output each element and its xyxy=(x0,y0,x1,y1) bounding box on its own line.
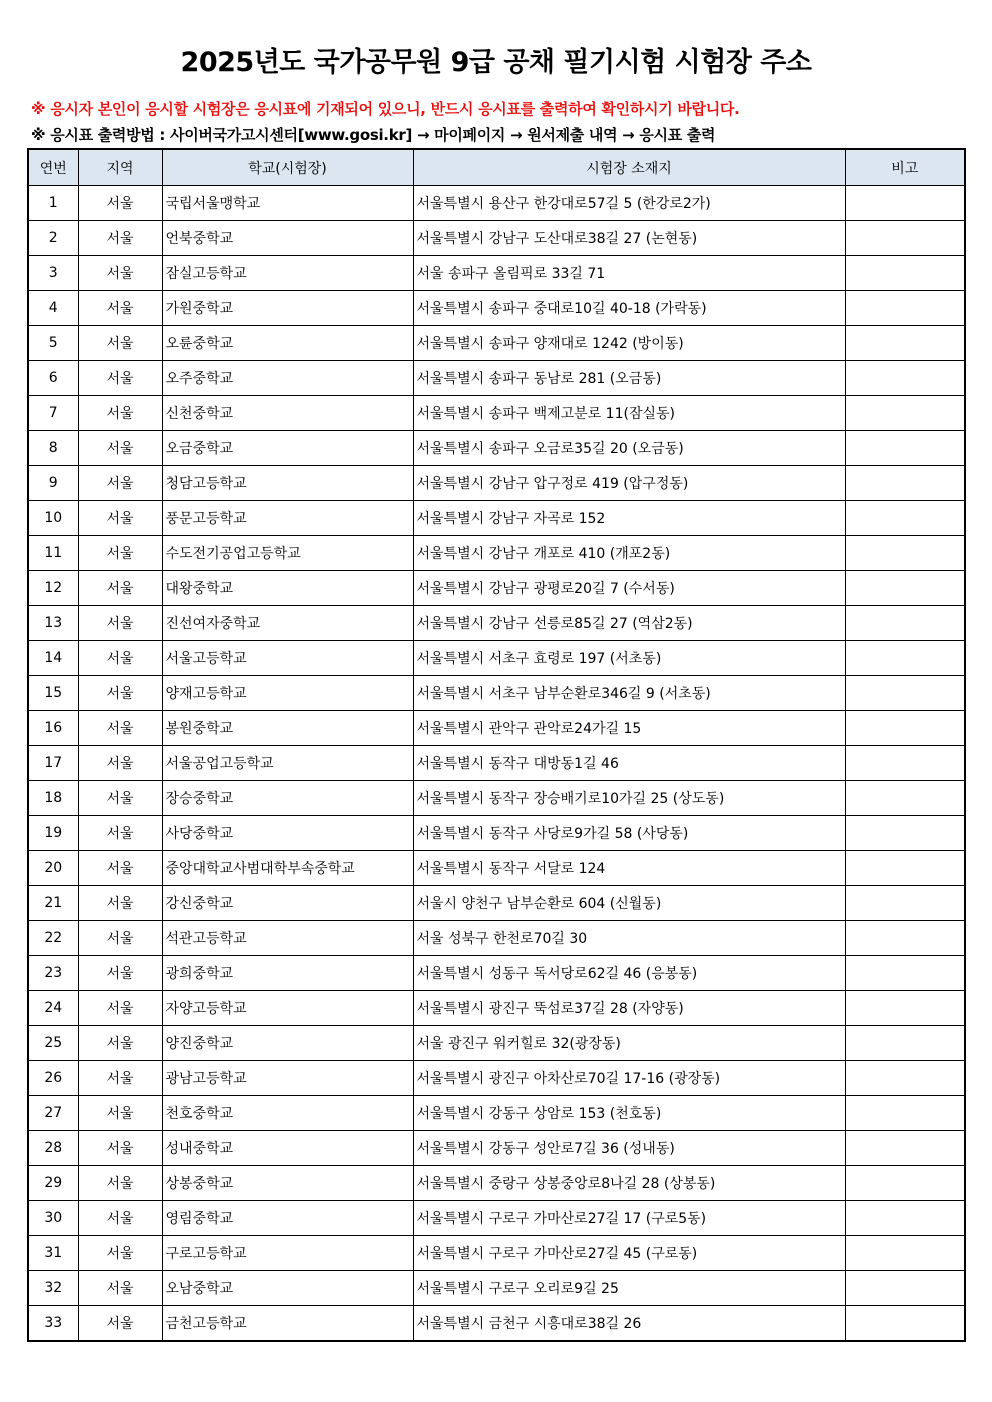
table-row xyxy=(28,956,965,991)
cell-remarks xyxy=(845,1096,965,1131)
cell-region: 서울 xyxy=(78,361,162,396)
cell-number: 13 xyxy=(28,606,78,641)
cell-address: 서울특별시 동작구 장승배기로10가길 25 (상도동) xyxy=(413,781,845,816)
cell-school: 잠실고등학교 xyxy=(162,256,413,291)
cell-region: 서울 xyxy=(78,1201,162,1236)
cell-address: 서울특별시 구로구 오리로9길 25 xyxy=(413,1271,845,1306)
cell-number: 3 xyxy=(28,256,78,291)
cell-region: 서울 xyxy=(78,1236,162,1271)
cell-address: 서울특별시 동작구 서달로 124 xyxy=(413,851,845,886)
cell-region: 서울 xyxy=(78,641,162,676)
cell-remarks xyxy=(845,186,965,221)
cell-region: 서울 xyxy=(78,501,162,536)
cell-number: 31 xyxy=(28,1236,78,1271)
cell-region: 서울 xyxy=(78,1166,162,1201)
cell-remarks xyxy=(845,1026,965,1061)
cell-region: 서울 xyxy=(78,256,162,291)
cell-number: 12 xyxy=(28,571,78,606)
cell-remarks xyxy=(845,676,965,711)
cell-remarks xyxy=(845,361,965,396)
table-row xyxy=(28,466,965,501)
cell-remarks xyxy=(845,746,965,781)
table-row xyxy=(28,1306,965,1342)
cell-school: 국립서울맹학교 xyxy=(162,186,413,221)
cell-school: 성내중학교 xyxy=(162,1131,413,1166)
header-number: 연번 xyxy=(28,149,78,186)
table-row xyxy=(28,1236,965,1271)
cell-remarks xyxy=(845,851,965,886)
cell-address: 서울 성북구 한천로70길 30 xyxy=(413,921,845,956)
cell-address: 서울특별시 송파구 백제고분로 11(잠실동) xyxy=(413,396,845,431)
table-row xyxy=(28,571,965,606)
table-row xyxy=(28,1201,965,1236)
cell-region: 서울 xyxy=(78,711,162,746)
table-row xyxy=(28,396,965,431)
cell-remarks xyxy=(845,1236,965,1271)
cell-remarks xyxy=(845,956,965,991)
table-row xyxy=(28,816,965,851)
table-row xyxy=(28,431,965,466)
table-row xyxy=(28,991,965,1026)
page-title: 2025년도 국가공무원 9급 공채 필기시험 시험장 주소 xyxy=(180,47,812,78)
cell-number: 20 xyxy=(28,851,78,886)
cell-remarks xyxy=(845,291,965,326)
cell-school: 천호중학교 xyxy=(162,1096,413,1131)
cell-region: 서울 xyxy=(78,676,162,711)
cell-remarks xyxy=(845,256,965,291)
cell-region: 서울 xyxy=(78,851,162,886)
cell-remarks xyxy=(845,396,965,431)
cell-number: 6 xyxy=(28,361,78,396)
cell-school: 서울고등학교 xyxy=(162,641,413,676)
cell-remarks xyxy=(845,1131,965,1166)
table-row xyxy=(28,781,965,816)
cell-region: 서울 xyxy=(78,956,162,991)
cell-remarks xyxy=(845,781,965,816)
cell-address: 서울특별시 송파구 중대로10길 40-18 (가락동) xyxy=(413,291,845,326)
cell-address: 서울특별시 강남구 압구정로 419 (압구정동) xyxy=(413,466,845,501)
table-row xyxy=(28,256,965,291)
cell-remarks xyxy=(845,991,965,1026)
table-row xyxy=(28,291,965,326)
cell-remarks xyxy=(845,501,965,536)
cell-remarks xyxy=(845,1306,965,1342)
cell-number: 8 xyxy=(28,431,78,466)
cell-address: 서울특별시 중랑구 상봉중앙로8나길 28 (상봉동) xyxy=(413,1166,845,1201)
cell-remarks xyxy=(845,606,965,641)
cell-address: 서울특별시 용산구 한강대로57길 5 (한강로2가) xyxy=(413,186,845,221)
table-row xyxy=(28,851,965,886)
cell-number: 22 xyxy=(28,921,78,956)
cell-number: 18 xyxy=(28,781,78,816)
cell-remarks xyxy=(845,1201,965,1236)
cell-region: 서울 xyxy=(78,1061,162,1096)
cell-number: 4 xyxy=(28,291,78,326)
cell-region: 서울 xyxy=(78,1096,162,1131)
table-row xyxy=(28,186,965,221)
cell-school: 구로고등학교 xyxy=(162,1236,413,1271)
cell-address: 서울특별시 동작구 사당로9가길 58 (사당동) xyxy=(413,816,845,851)
cell-number: 30 xyxy=(28,1201,78,1236)
cell-school: 진선여자중학교 xyxy=(162,606,413,641)
cell-address: 서울특별시 강동구 성안로7길 36 (성내동) xyxy=(413,1131,845,1166)
cell-school: 상봉중학교 xyxy=(162,1166,413,1201)
cell-number: 29 xyxy=(28,1166,78,1201)
cell-number: 14 xyxy=(28,641,78,676)
cell-number: 25 xyxy=(28,1026,78,1061)
table-row xyxy=(28,221,965,256)
cell-address: 서울특별시 강남구 도산대로38길 27 (논현동) xyxy=(413,221,845,256)
cell-remarks xyxy=(845,641,965,676)
cell-school: 오주중학교 xyxy=(162,361,413,396)
cell-address: 서울특별시 송파구 동남로 281 (오금동) xyxy=(413,361,845,396)
cell-address: 서울특별시 관악구 관악로24가길 15 xyxy=(413,711,845,746)
cell-remarks xyxy=(845,1271,965,1306)
table-row xyxy=(28,641,965,676)
table-header-row xyxy=(28,149,965,186)
cell-number: 21 xyxy=(28,886,78,921)
table-row xyxy=(28,1271,965,1306)
cell-number: 5 xyxy=(28,326,78,361)
header-region: 지역 xyxy=(78,149,162,186)
cell-school: 오금중학교 xyxy=(162,431,413,466)
cell-address: 서울특별시 강남구 광평로20길 7 (수서동) xyxy=(413,571,845,606)
cell-remarks xyxy=(845,466,965,501)
cell-number: 2 xyxy=(28,221,78,256)
cell-address: 서울특별시 성동구 독서당로62길 46 (응봉동) xyxy=(413,956,845,991)
cell-number: 10 xyxy=(28,501,78,536)
table-row xyxy=(28,746,965,781)
cell-school: 오륜중학교 xyxy=(162,326,413,361)
cell-address: 서울 송파구 올림픽로 33길 71 xyxy=(413,256,845,291)
cell-number: 15 xyxy=(28,676,78,711)
table-row xyxy=(28,1026,965,1061)
header-address: 시험장 소재지 xyxy=(413,149,845,186)
table-row xyxy=(28,606,965,641)
cell-remarks xyxy=(845,431,965,466)
cell-remarks xyxy=(845,921,965,956)
cell-school: 가원중학교 xyxy=(162,291,413,326)
cell-address: 서울특별시 강동구 상암로 153 (천호동) xyxy=(413,1096,845,1131)
cell-address: 서울특별시 강남구 개포로 410 (개포2동) xyxy=(413,536,845,571)
exam-site-table xyxy=(27,148,966,1342)
cell-region: 서울 xyxy=(78,746,162,781)
table-row xyxy=(28,501,965,536)
table-row xyxy=(28,1096,965,1131)
cell-remarks xyxy=(845,536,965,571)
cell-region: 서울 xyxy=(78,186,162,221)
cell-region: 서울 xyxy=(78,1271,162,1306)
cell-school: 오남중학교 xyxy=(162,1271,413,1306)
table-row xyxy=(28,536,965,571)
header-remarks: 비고 xyxy=(845,149,965,186)
notice-print-method: ※ 응시표 출력방법 : 사이버국가고시센터[www.gosi.kr] → 마이페이지 → 원서제출 내역 → 응시표 출력 xyxy=(31,126,716,144)
header-school: 학교(시험장) xyxy=(162,149,413,186)
cell-address: 서울특별시 구로구 가마산로27길 45 (구로동) xyxy=(413,1236,845,1271)
cell-number: 1 xyxy=(28,186,78,221)
cell-region: 서울 xyxy=(78,571,162,606)
cell-number: 23 xyxy=(28,956,78,991)
cell-region: 서울 xyxy=(78,431,162,466)
cell-remarks xyxy=(845,816,965,851)
table-row xyxy=(28,326,965,361)
cell-school: 언북중학교 xyxy=(162,221,413,256)
table-row xyxy=(28,1061,965,1096)
cell-school: 대왕중학교 xyxy=(162,571,413,606)
cell-number: 33 xyxy=(28,1306,78,1342)
table-row xyxy=(28,676,965,711)
cell-address: 서울특별시 광진구 아차산로70길 17-16 (광장동) xyxy=(413,1061,845,1096)
cell-remarks xyxy=(845,886,965,921)
cell-remarks xyxy=(845,1061,965,1096)
cell-school: 서울공업고등학교 xyxy=(162,746,413,781)
cell-address: 서울특별시 동작구 대방동1길 46 xyxy=(413,746,845,781)
cell-region: 서울 xyxy=(78,921,162,956)
table-body xyxy=(28,186,965,1342)
cell-school: 자양고등학교 xyxy=(162,991,413,1026)
cell-number: 16 xyxy=(28,711,78,746)
cell-number: 27 xyxy=(28,1096,78,1131)
cell-address: 서울특별시 서초구 남부순환로346길 9 (서초동) xyxy=(413,676,845,711)
cell-region: 서울 xyxy=(78,396,162,431)
cell-address: 서울특별시 광진구 뚝섬로37길 28 (자양동) xyxy=(413,991,845,1026)
cell-region: 서울 xyxy=(78,1131,162,1166)
cell-number: 28 xyxy=(28,1131,78,1166)
table-row xyxy=(28,1131,965,1166)
cell-school: 풍문고등학교 xyxy=(162,501,413,536)
cell-address: 서울특별시 송파구 오금로35길 20 (오금동) xyxy=(413,431,845,466)
cell-number: 32 xyxy=(28,1271,78,1306)
cell-remarks xyxy=(845,326,965,361)
table-row xyxy=(28,1166,965,1201)
cell-school: 사당중학교 xyxy=(162,816,413,851)
cell-address: 서울특별시 금천구 시흥대로38길 26 xyxy=(413,1306,845,1342)
cell-address: 서울시 양천구 남부순환로 604 (신월동) xyxy=(413,886,845,921)
cell-address: 서울특별시 강남구 선릉로85길 27 (역삼2동) xyxy=(413,606,845,641)
cell-school: 석관고등학교 xyxy=(162,921,413,956)
cell-region: 서울 xyxy=(78,1026,162,1061)
cell-region: 서울 xyxy=(78,536,162,571)
cell-remarks xyxy=(845,571,965,606)
table-row xyxy=(28,711,965,746)
cell-address: 서울특별시 강남구 자곡로 152 xyxy=(413,501,845,536)
cell-school: 신천중학교 xyxy=(162,396,413,431)
cell-school: 광남고등학교 xyxy=(162,1061,413,1096)
cell-region: 서울 xyxy=(78,816,162,851)
cell-number: 7 xyxy=(28,396,78,431)
cell-number: 26 xyxy=(28,1061,78,1096)
cell-region: 서울 xyxy=(78,1306,162,1342)
cell-remarks xyxy=(845,221,965,256)
cell-school: 장승중학교 xyxy=(162,781,413,816)
cell-remarks xyxy=(845,711,965,746)
table-row xyxy=(28,361,965,396)
cell-region: 서울 xyxy=(78,291,162,326)
cell-address: 서울특별시 송파구 양재대로 1242 (방이동) xyxy=(413,326,845,361)
cell-school: 청담고등학교 xyxy=(162,466,413,501)
cell-school: 강신중학교 xyxy=(162,886,413,921)
cell-region: 서울 xyxy=(78,991,162,1026)
cell-number: 17 xyxy=(28,746,78,781)
cell-number: 19 xyxy=(28,816,78,851)
cell-address: 서울특별시 구로구 가마산로27길 17 (구로5동) xyxy=(413,1201,845,1236)
cell-number: 9 xyxy=(28,466,78,501)
cell-address: 서울 광진구 워커힐로 32(광장동) xyxy=(413,1026,845,1061)
cell-region: 서울 xyxy=(78,326,162,361)
cell-number: 11 xyxy=(28,536,78,571)
cell-school: 중앙대학교사범대학부속중학교 xyxy=(162,851,413,886)
cell-school: 수도전기공업고등학교 xyxy=(162,536,413,571)
cell-region: 서울 xyxy=(78,466,162,501)
table-row xyxy=(28,886,965,921)
table-row xyxy=(28,921,965,956)
cell-number: 24 xyxy=(28,991,78,1026)
cell-remarks xyxy=(845,1166,965,1201)
cell-school: 금천고등학교 xyxy=(162,1306,413,1342)
notice-exam-ticket: ※ 응시자 본인이 응시할 시험장은 응시표에 기재되어 있으니, 반드시 응시표를 출력하여 확인하시기 바랍니다. xyxy=(31,100,740,118)
cell-region: 서울 xyxy=(78,781,162,816)
cell-region: 서울 xyxy=(78,221,162,256)
cell-school: 양재고등학교 xyxy=(162,676,413,711)
cell-region: 서울 xyxy=(78,606,162,641)
cell-school: 양진중학교 xyxy=(162,1026,413,1061)
cell-school: 광희중학교 xyxy=(162,956,413,991)
cell-region: 서울 xyxy=(78,886,162,921)
cell-school: 영림중학교 xyxy=(162,1201,413,1236)
cell-school: 봉원중학교 xyxy=(162,711,413,746)
cell-address: 서울특별시 서초구 효령로 197 (서초동) xyxy=(413,641,845,676)
